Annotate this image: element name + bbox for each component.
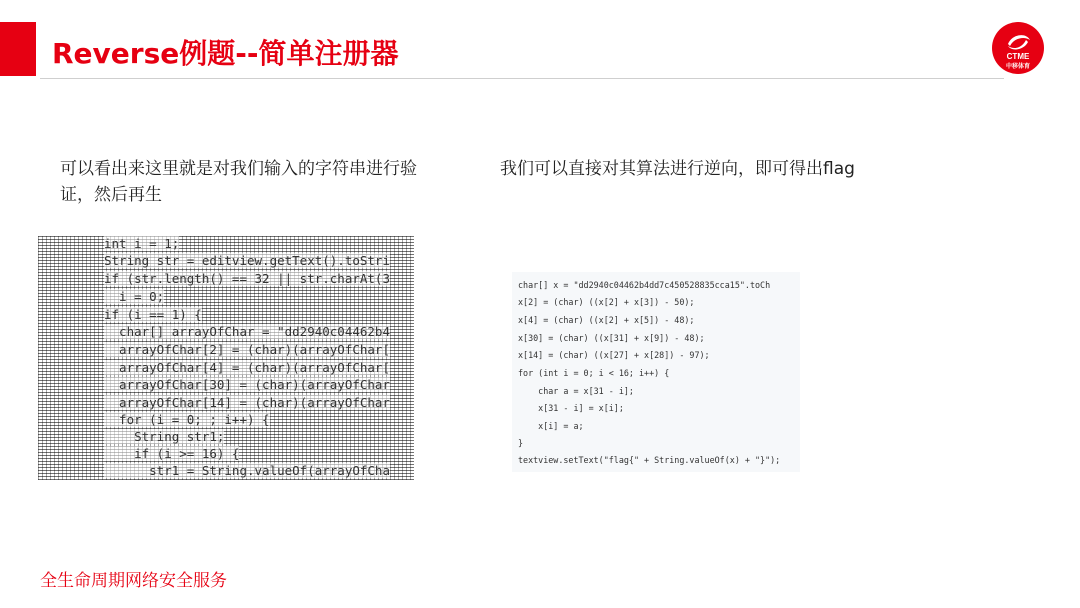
code-line: x[14] = (char) ((x[27] + x[28]) - 97); bbox=[518, 350, 710, 360]
code-line: } bbox=[518, 438, 524, 448]
reverse-code-snippet bbox=[512, 272, 800, 472]
slide-title: Reverse例题--简单注册器 bbox=[52, 37, 399, 70]
code-line: str1 = String.valueOf(arrayOfCha bbox=[104, 463, 390, 478]
code-line: for (i = 0; ; i++) { bbox=[104, 412, 270, 427]
code-line: arrayOfChar[30] = (char)(arrayOfChar bbox=[104, 377, 390, 392]
code-line: x[30] = (char) ((x[31] + x[9]) - 48); bbox=[518, 333, 705, 343]
code-line: x[i] = a; bbox=[518, 421, 584, 431]
left-description: 可以看出来这里就是对我们输入的字符串进行验证，然后再生 bbox=[60, 159, 417, 205]
code-line: arrayOfChar[14] = (char)(arrayOfChar bbox=[104, 395, 390, 410]
code-line: char[] x = "dd2940c04462b4dd7c450528835cca15".toCh bbox=[518, 280, 771, 290]
code-line: String str1; bbox=[104, 429, 225, 444]
decompiled-code-screenshot bbox=[38, 236, 414, 480]
code-line: char[] arrayOfChar = "dd2940c04462b4 bbox=[104, 324, 390, 339]
code-line: if (i == 1) { bbox=[104, 307, 202, 322]
code-line: int i = 1; bbox=[104, 236, 180, 251]
logo-sub-text: 中移体育 bbox=[1005, 64, 1030, 70]
code-line: x[2] = (char) ((x[2] + x[3]) - 50); bbox=[518, 297, 695, 307]
code-line: arrayOfChar[4] = (char)(arrayOfChar[ bbox=[104, 360, 390, 375]
footer-slogan: 全生命周期网络安全服务 bbox=[40, 571, 227, 591]
title-accent-bar bbox=[0, 22, 36, 76]
code-line: char a = x[31 - i]; bbox=[518, 386, 634, 396]
ctme-logo-icon bbox=[992, 22, 1044, 74]
right-description: 我们可以直接对其算法进行逆向，即可得出flag bbox=[500, 159, 855, 179]
title-divider bbox=[40, 78, 1004, 79]
code-line: if (i >= 16) { bbox=[104, 446, 240, 461]
code-line: for (int i = 0; i < 16; i++) { bbox=[518, 368, 670, 378]
code-line: arrayOfChar[2] = (char)(arrayOfChar[ bbox=[104, 342, 390, 357]
code-line: if (str.length() == 32 || str.charAt(3 bbox=[104, 271, 390, 286]
code-line: textview.setText("flag{" + String.valueOf(x) + "}"); bbox=[518, 455, 781, 465]
code-line: x[4] = (char) ((x[2] + x[5]) - 48); bbox=[518, 315, 695, 325]
code-line: i = 0; bbox=[104, 289, 165, 304]
code-line: String str = editview.getText().toStri bbox=[104, 253, 390, 268]
logo-brand-text: CTME bbox=[1006, 52, 1030, 61]
code-line: x[31 - i] = x[i]; bbox=[518, 403, 624, 413]
